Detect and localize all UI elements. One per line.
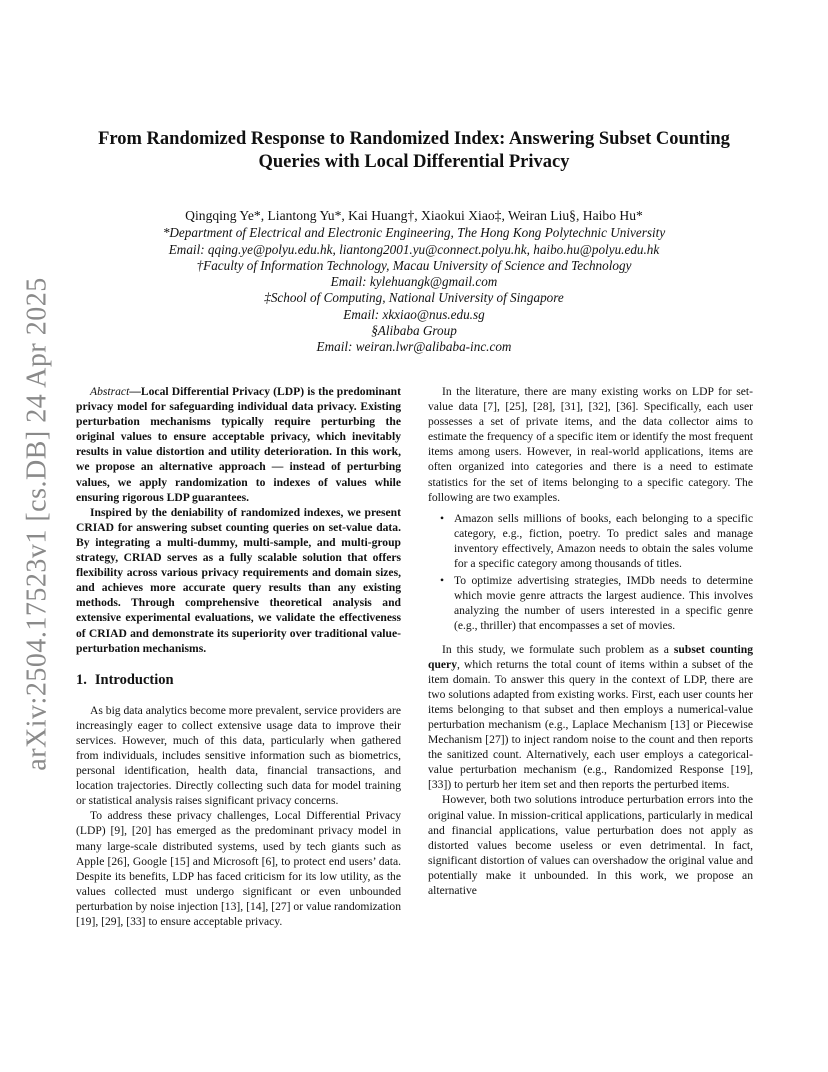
email-line: Email: kylehuangk@gmail.com xyxy=(330,274,498,290)
email-line: Email: xkxiao@nus.edu.sg xyxy=(343,306,485,322)
section-title: Introduction xyxy=(94,671,174,688)
text-run: , which returns the total count of items within a subset of the item domain. To answer this query in the context of LDP, there are two solutions adapted from existing works. First, each user counts her items belonging to that subset and then employs a numerical-value perturbation mechanism (e.g., Laplace Mechanism [13] or Piecewise Mechanism [27]) to inject random noise to the count and then reports the sanitized count. Alternatively, each user employs a categorical-value perturbation mechanism (e.g., Randomized Response [19], [33]) to perturb her item set and then reports the perturbed items. xyxy=(428,657,753,792)
affiliation-line: ‡School of Computing, National University of Singapore xyxy=(264,290,564,306)
email-line: Email: qqing.ye@polyu.edu.hk, liantong2001.yu@connect.polyu.hk, haibo.hu@polyu.edu.hk xyxy=(168,241,660,257)
example-list xyxy=(428,511,753,634)
paper-title: From Randomized Response to Randomized Index: Answering Subset Counting Queries with Local Differential Privacy xyxy=(98,129,730,172)
list-item: • To optimize advertising strategies, IMDb needs to determine which movie genre attracts the largest audience. This involves analyzing the number of users interested in a specific genre (e.g., thriller) that encompasses a set of movies. xyxy=(454,573,753,633)
body-paragraph xyxy=(428,642,753,793)
defined-term: subset counting query xyxy=(428,642,753,671)
text-run: In this study, we formulate such problem as a xyxy=(442,642,674,656)
arxiv-identifier: arXiv:2504.17523v1 [cs.DB] 24 Apr 2025 xyxy=(22,277,53,771)
list-item: • Amazon sells millions of books, each belonging to a specific category, e.g., fiction, poetry. To predict sales and manage inventory effectively, Amazon needs to obtain the sales volume for a specific category among thousands of titles. xyxy=(454,511,753,571)
affiliation-line: †Faculty of Information Technology, Macau University of Science and Technology xyxy=(196,257,632,273)
arxiv-sidebar-stamp xyxy=(18,277,58,771)
abstract-label: Abstract xyxy=(90,385,130,398)
abstract-text: —Local Differential Privacy (LDP) is the predominant privacy model for safeguarding individual data privacy. Existing perturbation mechanisms typically require perturbing the original values to ensure acceptable privacy, which inevitably results in value distortion and utility deterioration. In this work, we propose an alternative approach — instead of perturbing values, we apply randomization to indexes of values while ensuring rigorous LDP guarantees. xyxy=(76,385,401,504)
body-paragraph: As big data analytics become more prevalent, service providers are increasingly eager to collect extensive usage data to improve their services. However, much of this data, particularly when gathered from individuals, includes sensitive information such as biometrics, personal identification, health data, financial transactions, and location trajectories. Directly collecting such data for model training or statistical analysis raises significant privacy concerns. xyxy=(76,703,401,808)
email-line: Email: weiran.lwr@alibaba-inc.com xyxy=(316,339,512,355)
abstract-paragraph xyxy=(76,384,401,505)
section-heading xyxy=(76,671,401,689)
author-names: Qingqing Ye*, Liantong Yu*, Kai Huang†, Xiaokui Xiao‡, Weiran Liu§, Haibo Hu* xyxy=(185,208,643,223)
body-paragraph: However, both two solutions introduce perturbation errors into the original value. In mission-critical applications, particularly in medical and financial applications, value perturbation does not apply as distorted values become useless or even detrimental. In fact, significant distortion of values can overshadow the original value and potentially make it unbounded. In this work, we propose an alternative xyxy=(428,793,753,897)
affiliation-line: §Alibaba Group xyxy=(371,323,457,339)
left-column xyxy=(76,384,401,929)
abstract-paragraph-2: Inspired by the deniability of randomized indexes, we present CRIAD for answering subset counting queries on set-value data. By integrating a multi-dummy, multi-sample, and multi-group strategy, CRIAD serves as a fully scalable solution that offers flexibility across various privacy requirements and domain sizes, and achieves more accurate query results than any existing methods. Through comprehensive theoretical analysis and extensive experimental evaluations, we validate the effectiveness of CRIAD and demonstrate its superiority over traditional value-perturbation mechanisms. xyxy=(76,505,401,655)
body-paragraph: To address these privacy challenges, Local Differential Privacy (LDP) [9], [20] has emerged as the predominant privacy model in many large-scale distributed systems, used by tech giants such as Apple [26], Google [15] and Microsoft [6], to protect end users’ data. Despite its benefits, LDP has faced criticism for its low utility, as the values collected must undergo significant or even unbounded perturbation by noise injection [13], [14], [27] or value randomization [19], [29], [33] to ensure acceptable privacy. xyxy=(76,809,401,928)
section-number: 1. xyxy=(76,671,87,688)
affiliation-line: *Department of Electrical and Electronic Engineering, The Hong Kong Polytechnic University xyxy=(162,225,666,241)
author-block xyxy=(80,208,748,356)
right-column xyxy=(428,384,753,898)
body-paragraph: In the literature, there are many existing works on LDP for set-value data [7], [25], [28], [31], [32], [36]. Specifically, each user possesses a set of private items, and the data collector aims to estimate the frequency of a specific item or identify the most frequent items among users. However, in real-world applications, items are often organized into categories and there is a need to estimate statistics for the set of items belonging to a specific category. The following are two examples. xyxy=(428,385,753,504)
